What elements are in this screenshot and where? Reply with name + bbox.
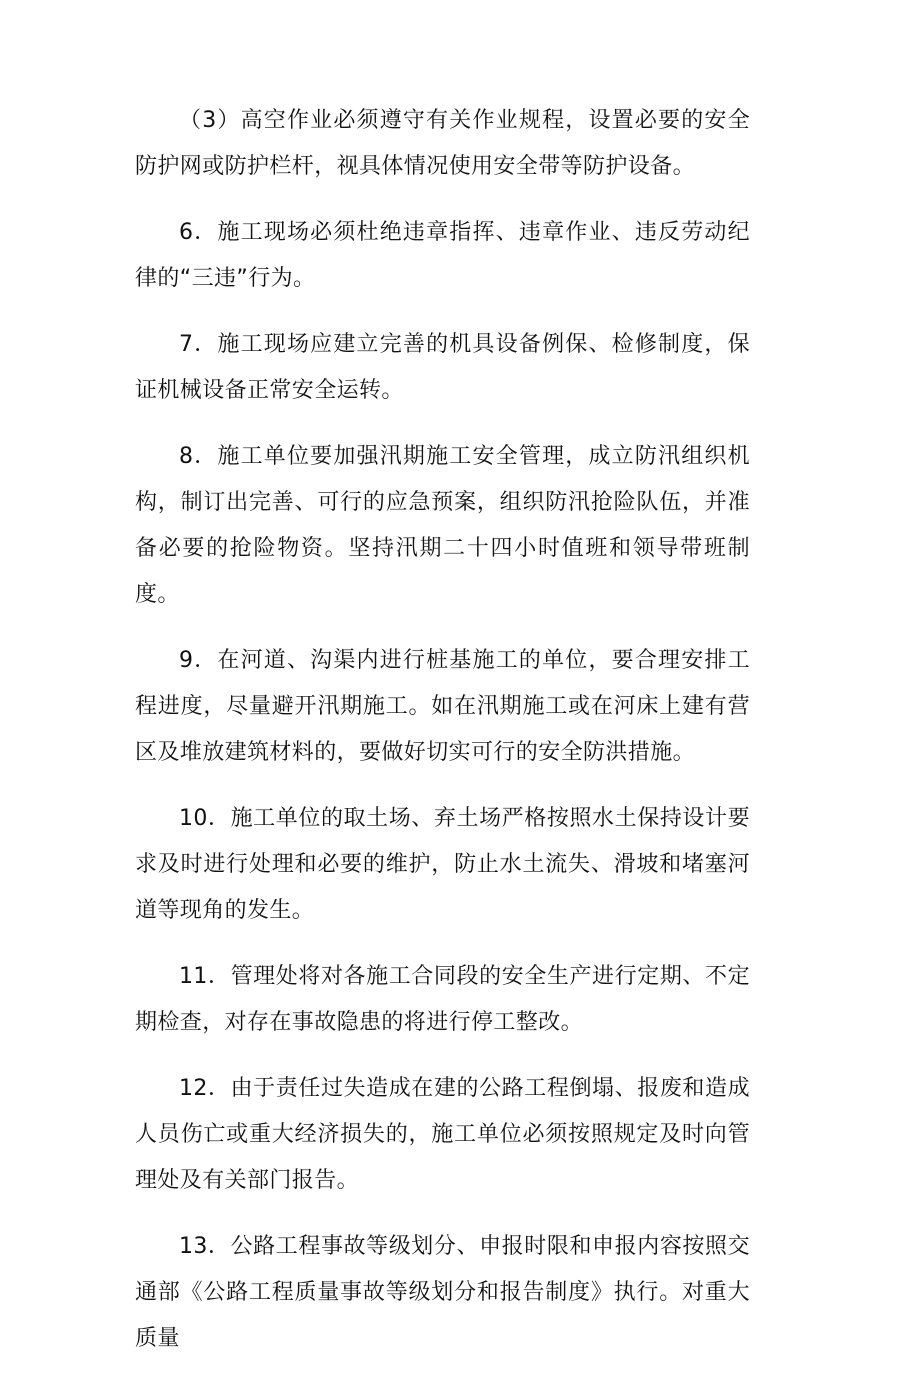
- paragraph-item-8-flood-season: 8．施工单位要加强汛期施工安全管理，成立防汛组织机构，制订出完善、可行的应急预案，组织防汛抢险队伍，并准备必要的抢险物资。坚持汛期二十四小时值班和领导带班制度。: [135, 444, 750, 607]
- paragraph-item-6-three-violations: 6．施工现场必须杜绝违章指挥、违章作业、违反劳动纪律的“三违”行为。: [135, 220, 750, 291]
- paragraph-item-12-accident-report: 12．由于责任过失造成在建的公路工程倒塌、报废和造成人员伤亡或重大经济损失的，施工单位必须按照规定及时向管理处及有关部门报告。: [135, 1076, 750, 1193]
- paragraph-item-7-equipment-maintenance: 7．施工现场应建立完善的机具设备例保、检修制度，保证机械设备正常安全运转。: [135, 332, 750, 403]
- paragraph-item-11-inspection: 11．管理处将对各施工合同段的安全生产进行定期、不定期检查，对存在事故隐患的将进行停工整改。: [135, 964, 750, 1035]
- paragraph-item-9-river-works: 9．在河道、沟渠内进行桩基施工的单位，要合理安排工程进度，尽量避开汛期施工。如在汛期施工或在河床上建有营区及堆放建筑材料的，要做好切实可行的安全防洪措施。: [135, 648, 750, 765]
- paragraph-item-3-safety-net: （3）高空作业必须遵守有关作业规程，设置必要的安全防护网或防护栏杆，视具体情况使用安全带等防护设备。: [135, 108, 750, 179]
- paragraph-item-13-accident-grading: 13．公路工程事故等级划分、申报时限和申报内容按照交通部《公路工程质量事故等级划分和报告制度》执行。对重大质量: [135, 1234, 750, 1351]
- paragraph-item-10-soil-sites: 10．施工单位的取土场、弃土场严格按照水土保持设计要求及时进行处理和必要的维护，防止水土流失、滑坡和堵塞河道等现角的发生。: [135, 806, 750, 923]
- document-body: [135, 98, 750, 1382]
